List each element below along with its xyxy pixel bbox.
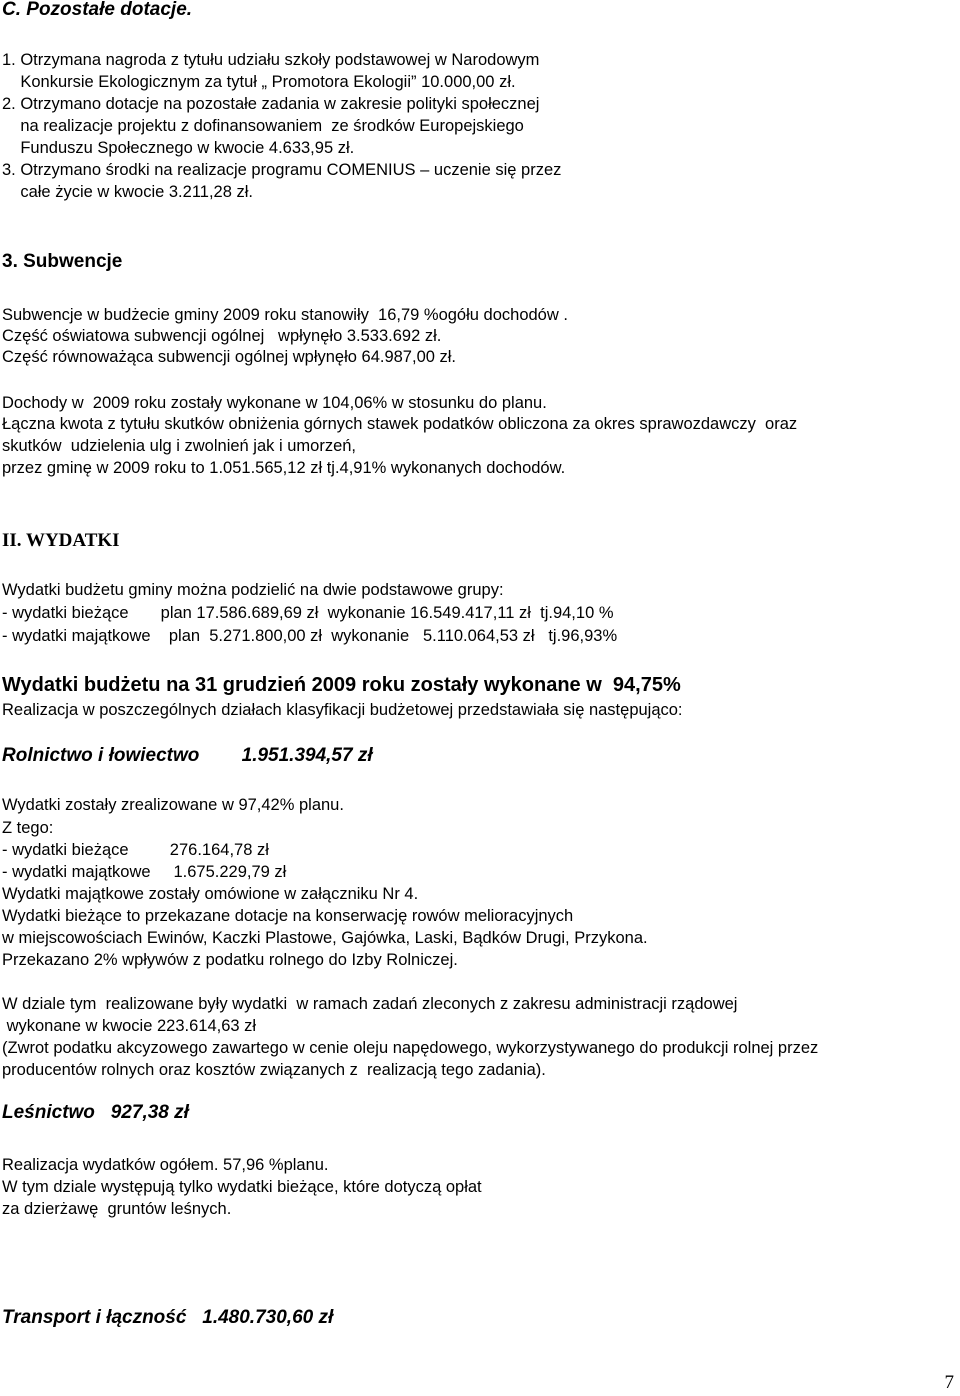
item-2-line-2: na realizacje projektu z dofinansowaniem ze środków Europejskiego: [2, 117, 524, 135]
wydatki-intro: Wydatki budżetu gminy można podzielić na dwie podstawowe grupy:: [2, 581, 504, 599]
dzial-line-1: W dziale tym realizowane były wydatki w ramach zadań zleconych z zakresu administracji rządowej: [2, 995, 738, 1013]
item-2-line-1: 2. Otrzymano dotacje na pozostałe zadania w zakresie polityki społecznej: [2, 95, 540, 113]
rolnictwo-line-4: - wydatki majątkowe 1.675.229,79 zł: [2, 863, 287, 881]
dochody-line-4: przez gminę w 2009 roku to 1.051.565,12 zł tj.4,91% wykonanych dochodów.: [2, 459, 566, 477]
item-3-line-1: 3. Otrzymano środki na realizacje programu COMENIUS – uczenie się przez: [2, 161, 562, 179]
transport-heading: Transport i łączność 1.480.730,60 zł: [2, 1307, 334, 1328]
item-1-line-1: 1. Otrzymana nagroda z tytułu udziału szkoły podstawowej w Narodowym: [2, 51, 540, 69]
wydatki-biezace: - wydatki bieżące plan 17.586.689,69 zł wykonanie 16.549.417,11 zł tj.94,10 %: [2, 604, 614, 622]
lesnictwo-line-2: W tym dziale występują tylko wydatki bieżące, które dotyczą opłat: [2, 1178, 482, 1196]
subwencje-line-2: Część oświatowa subwencji ogólnej wpłynęło 3.533.692 zł.: [2, 327, 442, 345]
item-2-line-3: Funduszu Społecznego w kwocie 4.633,95 zł.: [2, 139, 355, 157]
rolnictwo-line-2: Z tego:: [2, 819, 54, 837]
dochody-line-3: skutków udzielenia ulg i zwolnień jak i umorzeń,: [2, 437, 357, 455]
wydatki-heading: II. WYDATKI: [2, 530, 120, 551]
wydatki-summary: Wydatki budżetu na 31 grudzień 2009 roku zostały wykonane w 94,75%: [2, 674, 681, 696]
subwencje-line-1: Subwencje w budżecie gminy 2009 roku stanowiły 16,79 %ogółu dochodów .: [2, 306, 568, 324]
dzial-line-4: producentów rolnych oraz kosztów związanych z realizacją tego zadania).: [2, 1061, 546, 1079]
dzial-line-3: (Zwrot podatku akcyzowego zawartego w cenie oleju napędowego, wykorzystywanego do produkcji rolnej przez: [2, 1039, 819, 1057]
rolnictwo-line-1: Wydatki zostały zrealizowane w 97,42% planu.: [2, 796, 344, 814]
section-c-heading: C. Pozostałe dotacje.: [2, 0, 193, 20]
rolnictwo-line-7: w miejscowościach Ewinów, Kaczki Plastowe, Gajówka, Laski, Bądków Drugi, Przykona.: [2, 929, 648, 947]
dochody-line-2: Łączna kwota z tytułu skutków obniżenia górnych stawek podatków obliczona za okres sprawozdawczy oraz: [2, 415, 798, 433]
lesnictwo-heading: Leśnictwo 927,38 zł: [2, 1102, 189, 1123]
wydatki-majatkowe: - wydatki majątkowe plan 5.271.800,00 zł wykonanie 5.110.064,53 zł tj.96,93%: [2, 627, 618, 645]
rolnictwo-line-6: Wydatki bieżące to przekazane dotacje na konserwację rowów melioracyjnych: [2, 907, 574, 925]
dochody-line-1: Dochody w 2009 roku zostały wykonane w 104,06% w stosunku do planu.: [2, 394, 547, 412]
item-3-line-2: całe życie w kwocie 3.211,28 zł.: [2, 183, 253, 201]
subwencje-heading: 3. Subwencje: [2, 251, 123, 272]
wydatki-realizacja: Realizacja w poszczególnych działach klasyfikacji budżetowej przedstawiała się następująco:: [2, 701, 683, 719]
page-number: 7: [944, 1372, 954, 1393]
item-1-line-2: Konkursie Ekologicznym za tytuł „ Promotora Ekologii” 10.000,00 zł.: [2, 73, 516, 91]
lesnictwo-line-3: za dzierżawę gruntów leśnych.: [2, 1200, 232, 1218]
lesnictwo-line-1: Realizacja wydatków ogółem. 57,96 %planu.: [2, 1156, 329, 1174]
rolnictwo-line-5: Wydatki majątkowe zostały omówione w załączniku Nr 4.: [2, 885, 419, 903]
dzial-line-2: wykonane w kwocie 223.614,63 zł: [2, 1017, 257, 1035]
rolnictwo-line-8: Przekazano 2% wpływów z podatku rolnego do Izby Rolniczej.: [2, 951, 458, 969]
rolnictwo-heading: Rolnictwo i łowiectwo 1.951.394,57 zł: [2, 745, 373, 766]
subwencje-line-3: Część równoważąca subwencji ogólnej wpłynęło 64.987,00 zł.: [2, 348, 457, 366]
rolnictwo-line-3: - wydatki bieżące 276.164,78 zł: [2, 841, 269, 859]
